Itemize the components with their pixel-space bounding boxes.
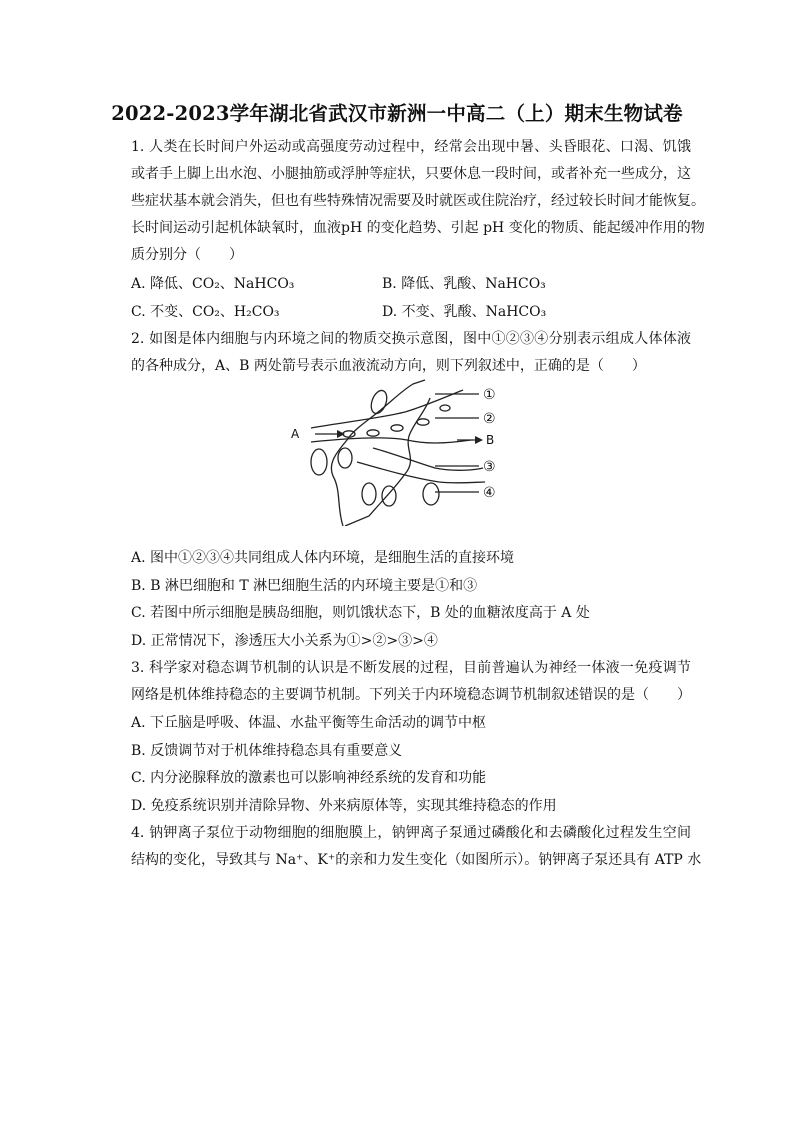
blood-cell: [440, 405, 450, 411]
q2-option-b[interactable]: B. B 淋巴细胞和 T 淋巴细胞生活的内环境主要是①和③: [131, 578, 478, 594]
tissue-cell: [311, 449, 327, 475]
blood-cell: [367, 430, 379, 436]
flow-arrowhead-a: [337, 430, 345, 438]
q4-text-line-2: 结构的变化，导致其与 Na⁺、K⁺的亲和力发生变化（如图所示）。钠钾离子泵还具有 ATP 水: [131, 852, 702, 868]
q1-text-line-2: 或者手上脚上出水泡、小腿抽筋或浮肿等症状，只要休息一段时间，或者补充一些成分，这: [131, 166, 691, 182]
q1-option-c[interactable]: C. 不变、CO₂、H₂CO₃: [131, 304, 280, 320]
label-n3: ③: [483, 459, 496, 475]
label-n4: ④: [483, 485, 496, 501]
label-b: B: [486, 433, 495, 447]
blood-cell: [391, 425, 403, 431]
q1-text-line-4: 长时间运动引起机体缺氧时，血液pH 的变化趋势、引起 pH 变化的物质、能起缓冲作用的物: [131, 220, 705, 236]
lymph-vessel-lower: [357, 462, 485, 483]
q3-option-d[interactable]: D. 免疫系统识别并清除异物、外来病原体等，实现其维持稳态的作用: [131, 798, 557, 814]
label-a: A: [291, 427, 300, 441]
flow-arrowhead-b: [475, 436, 483, 444]
body-fluid-exchange-diagram: [285, 378, 510, 526]
q2-option-a[interactable]: A. 图中①②③④共同组成人体内环境，是细胞生活的直接环境: [131, 550, 515, 566]
tissue-cell: [338, 448, 352, 468]
q2-text-line-1: 2. 如图是体内细胞与内环境之间的物质交换示意图，图中①②③④分别表示组成人体体液: [131, 331, 691, 347]
blood-cell: [417, 419, 429, 425]
q2-option-d[interactable]: D. 正常情况下，渗透压大小关系为①>②>③>④: [131, 633, 438, 649]
q3-option-c[interactable]: C. 内分泌腺释放的激素也可以影响神经系统的发育和功能: [131, 770, 487, 786]
q2-text-line-2: 的各种成分，A、B 两处箭号表示血液流动方向，则下列叙述中，正确的是（ ）: [131, 358, 646, 374]
q1-option-d[interactable]: D. 不变、乳酸、NaHCO₃: [382, 304, 547, 320]
tissue-cell: [362, 483, 376, 505]
lymph-vessel-upper: [373, 448, 483, 470]
label-n2: ②: [483, 411, 496, 427]
q3-option-b[interactable]: B. 反馈调节对于机体维持稳态具有重要意义: [131, 743, 403, 759]
q3-text-line-1: 3. 科学家对稳态调节机制的认识是不断发展的过程，目前普遍认为神经一体液一免疫调节: [131, 660, 691, 676]
q4-text-line-1: 4. 钠钾离子泵位于动物细胞的细胞膜上，钠钾离子泵通过磷酸化和去磷酸化过程发生空间: [131, 825, 691, 841]
capillary-lower-wall: [311, 438, 471, 443]
page-title: 2022-2023学年湖北省武汉市新洲一中高二（上）期末生物试卷: [111, 102, 683, 125]
tissue-cell: [423, 483, 439, 505]
q1-text-line-5: 质分别分（ ）: [131, 247, 243, 263]
q3-text-line-2: 网络是机体维持稳态的主要调节机制。下列关于内环境稳态调节机制叙述错误的是（ ）: [131, 687, 691, 703]
q1-text-line-3: 些症状基本就会消失，但也有些特殊情况需要及时就医或住院治疗，经过较长时间才能恢复。: [131, 193, 705, 209]
tissue-cell: [382, 486, 396, 506]
q1-option-b[interactable]: B. 降低、乳酸、NaHCO₃: [382, 276, 546, 292]
tissue-outline: [331, 380, 430, 526]
q1-option-a[interactable]: A. 降低、CO₂、NaHCO₃: [131, 276, 295, 292]
q3-option-a[interactable]: A. 下丘脑是呼吸、体温、水盐平衡等生命活动的调节中枢: [131, 715, 487, 731]
q1-text-line-1: 1. 人类在长时间户外运动或高强度劳动过程中，经常会出现中暑、头昏眼花、口渴、饥饿: [131, 139, 691, 155]
label-n1: ①: [483, 387, 496, 403]
q2-option-c[interactable]: C. 若图中所示细胞是胰岛细胞，则饥饿状态下，B 处的血糖浓度高于 A 处: [131, 605, 590, 621]
